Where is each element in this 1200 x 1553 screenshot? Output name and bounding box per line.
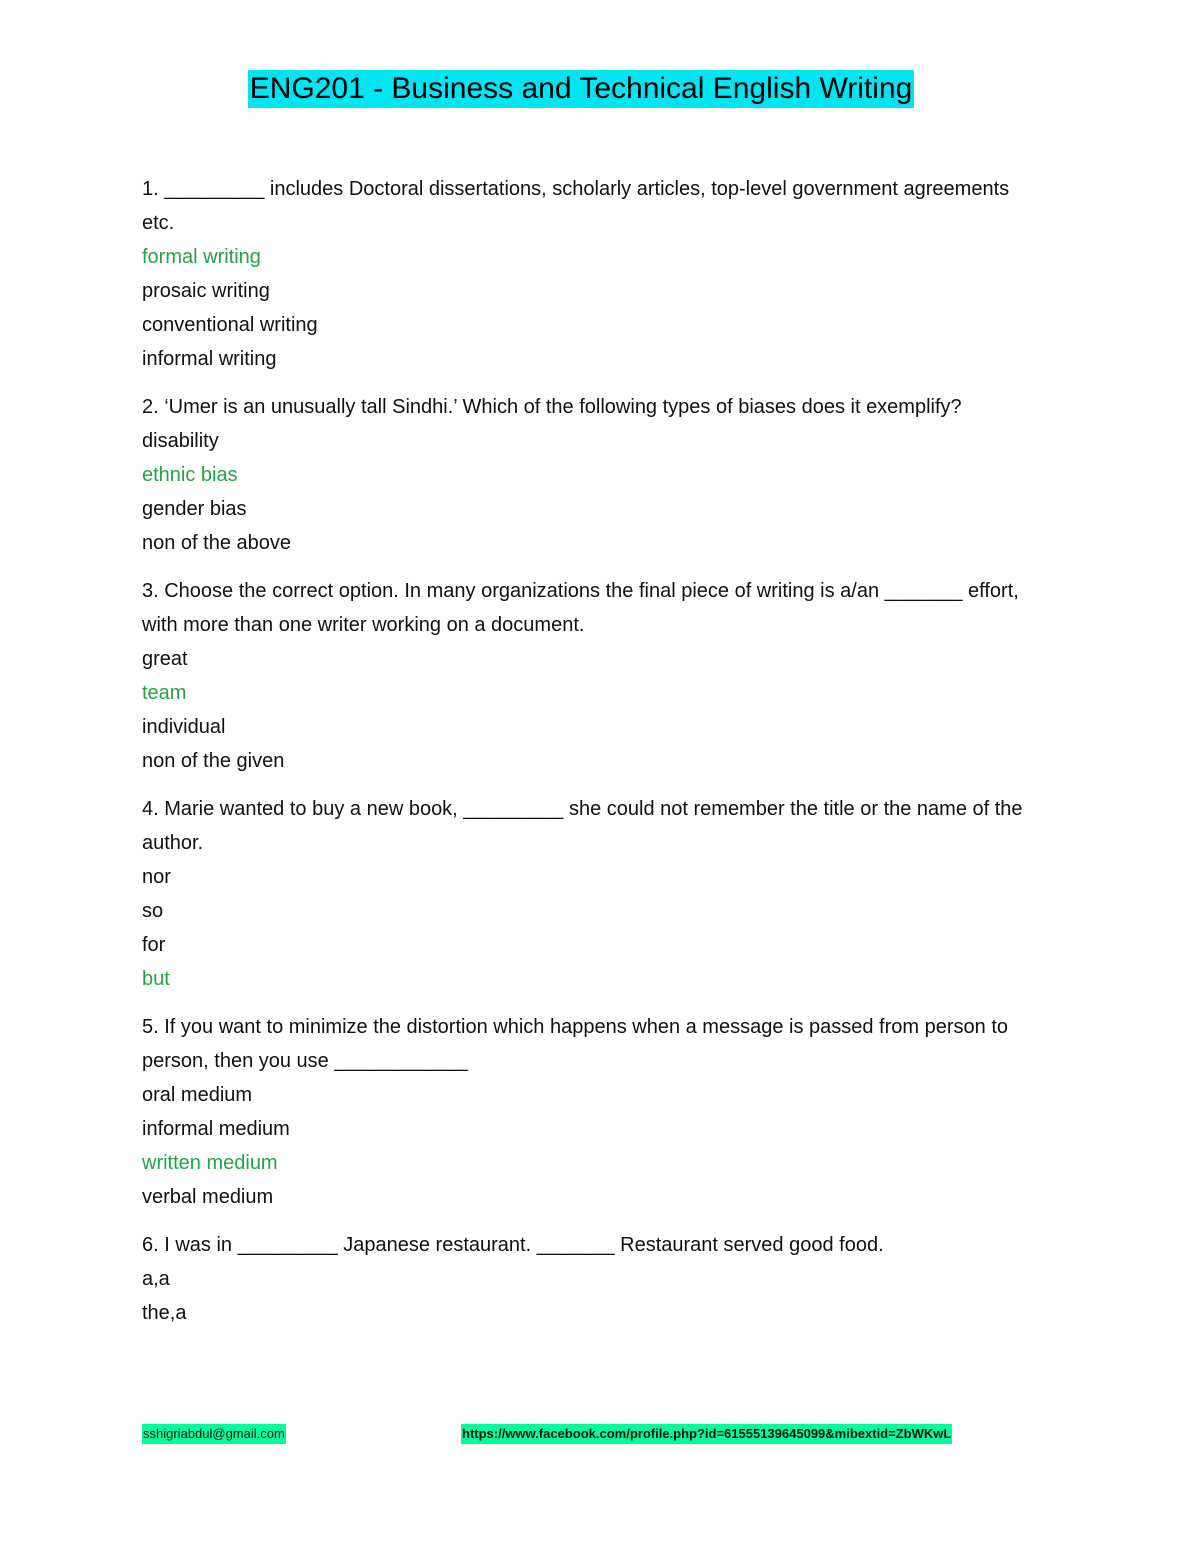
answer-option: informal writing <box>142 348 277 370</box>
question-1 <box>142 172 1042 376</box>
question-text: 3. Choose the correct option. In many organizations the final piece of writing is a/an _______ effort, with more than one writer working on a document. <box>142 580 1019 636</box>
answer-option-correct: but <box>142 968 170 990</box>
answer-option-correct: formal writing <box>142 246 261 268</box>
answer-option: non of the above <box>142 532 292 554</box>
question-list <box>142 172 1042 1344</box>
answer-option-correct: team <box>142 682 187 704</box>
answer-option: great <box>142 648 188 670</box>
question-text: 5. If you want to minimize the distortion which happens when a message is passed from person to person, then you use ____________ <box>142 1016 1009 1072</box>
footer-email-link[interactable]: sshigriabdul@gmail.com <box>142 1424 286 1444</box>
answer-option: non of the given <box>142 750 285 772</box>
question-text: 6. I was in _________ Japanese restaurant. _______ Restaurant served good food. <box>142 1234 884 1256</box>
question-3 <box>142 574 1042 778</box>
footer-facebook-link[interactable]: https://www.facebook.com/profile.php?id=61555139645099&mibextid=ZbWKwL <box>461 1424 952 1444</box>
answer-option: conventional writing <box>142 314 318 336</box>
answer-option: gender bias <box>142 498 247 520</box>
answer-option-correct: ethnic bias <box>142 464 238 486</box>
answer-option: individual <box>142 716 226 738</box>
answer-option: so <box>142 900 164 922</box>
question-5 <box>142 1010 1042 1214</box>
answer-option: informal medium <box>142 1118 290 1140</box>
question-4 <box>142 792 1042 996</box>
question-text: 1. _________ includes Doctoral dissertations, scholarly articles, top-level government agreements etc. <box>142 178 1010 234</box>
answer-option: the,a <box>142 1302 187 1324</box>
answer-option-correct: written medium <box>142 1152 278 1174</box>
answer-option: disability <box>142 430 219 452</box>
question-text: 4. Marie wanted to buy a new book, _________ she could not remember the title or the name of the author. <box>142 798 1023 854</box>
answer-option: for <box>142 934 166 956</box>
question-6 <box>142 1228 1042 1330</box>
footer <box>142 1424 1042 1446</box>
question-text: 2. ‘Umer is an unusually tall Sindhi.’ Which of the following types of biases does it exemplify? <box>142 396 962 418</box>
answer-option: a,a <box>142 1268 170 1290</box>
question-2 <box>142 390 1042 560</box>
answer-option: prosaic writing <box>142 280 270 302</box>
answer-option: nor <box>142 866 171 888</box>
answer-option: oral medium <box>142 1084 253 1106</box>
title-wrap <box>0 70 1162 108</box>
page-title: ENG201 - Business and Technical English Writing <box>248 70 915 108</box>
answer-option: verbal medium <box>142 1186 274 1208</box>
